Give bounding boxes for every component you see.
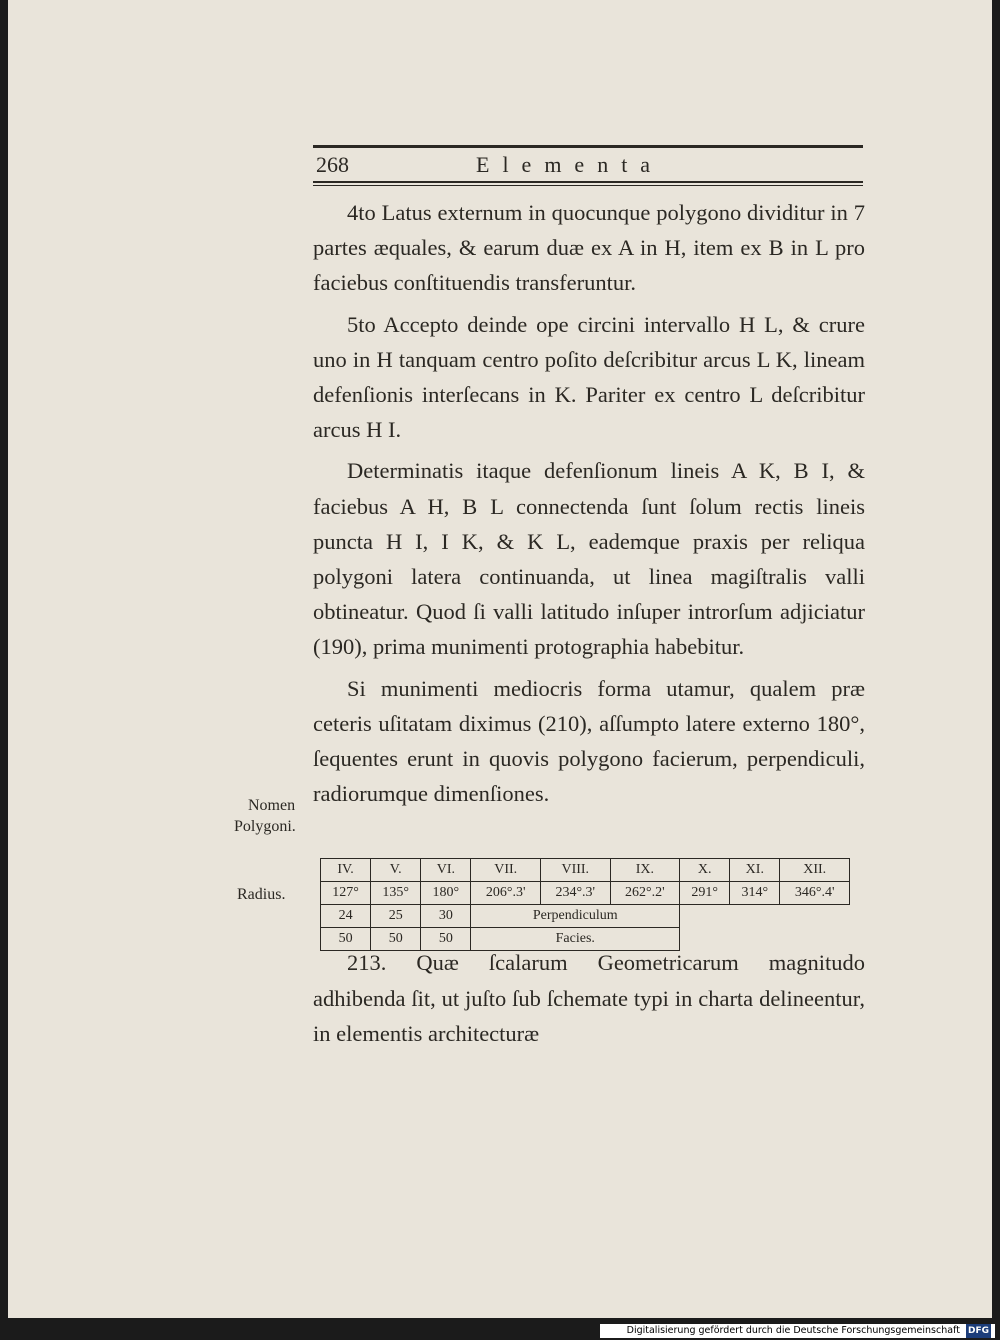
polygon-cell: IX. xyxy=(610,859,680,882)
perpendiculum-label: Perpendiculum xyxy=(471,905,680,928)
running-title: Elementa xyxy=(476,152,664,177)
radius-cell: 135° xyxy=(371,882,421,905)
paragraph-determinatis: Determinatis itaque defenſionum lineis A K, B I, & faciebus A H, B L connectenda ſunt ſolum rectis lineis puncta H I, I K, & K L, eademque praxis per reliqua polygoni latera continuanda, ut linea magiſtralis valli obtineatur. Quod ſi valli latitudo inſuper introrſum adjiciatur (190), prima munimenti protographia habebitur. xyxy=(313,458,865,660)
table-row-polygons xyxy=(321,859,850,882)
radius-cell: 127° xyxy=(321,882,371,905)
radius-cell: 346°.4' xyxy=(780,882,850,905)
radius-cell: 180° xyxy=(421,882,471,905)
polygon-cell: VI. xyxy=(421,859,471,882)
margin-note-nomen: Nomen xyxy=(248,797,296,814)
perpendiculum-cell: 30 xyxy=(421,905,471,928)
paragraph-si-munimenti: Si munimenti mediocris forma utamur, qualem præ ceteris uſitatam diximus (210), aſſumpto latere externo 180°, ſequentes erunt in quovis polygono facierum, perpendiculi, radiorumque dimenſiones. xyxy=(313,675,865,807)
dfg-logo: DFG xyxy=(967,1326,989,1336)
radius-cell: 206°.3' xyxy=(471,882,541,905)
radius-cell: 314° xyxy=(730,882,780,905)
polygon-cell: X. xyxy=(680,859,730,882)
polygon-cell: VII. xyxy=(471,859,541,882)
table-row-facies xyxy=(321,928,850,951)
margin-note-radius: Radius. xyxy=(237,886,286,903)
page-number: 268 xyxy=(316,152,349,177)
paragraph-213: 213. Quæ ſcalarum Geometricarum magnitudo adhibenda ſit, ut juſto ſub ſchemate typi in charta delineentur, in elementis architecturæ xyxy=(313,950,865,1046)
radius-cell: 234°.3' xyxy=(540,882,610,905)
paragraph-5to: 5to Accepto deinde ope circini intervallo H L, & crure uno in H tanquam centro poſito deſcribitur arcus L K, lineam defenſionis interſecans in K. Pariter ex centro L deſcribitur arcus H I. xyxy=(313,311,865,443)
facies-cell: 50 xyxy=(321,928,371,951)
facies-cell: 50 xyxy=(421,928,471,951)
table-row-perpendiculum xyxy=(321,905,850,928)
radius-cell: 291° xyxy=(680,882,730,905)
margin-note-polygoni: Polygoni. xyxy=(234,818,296,835)
header-rule-bottom xyxy=(313,181,863,183)
credit-text: Digitalisierung gefördert durch die Deutsche Forschungsgemeinschaft xyxy=(626,1325,960,1336)
table-row-radius xyxy=(321,882,850,905)
facies-cell: 50 xyxy=(371,928,421,951)
polygon-cell: XI. xyxy=(730,859,780,882)
facies-label: Facies. xyxy=(471,928,680,951)
polygon-cell: V. xyxy=(371,859,421,882)
polygon-cell: XII. xyxy=(780,859,850,882)
empty-cell xyxy=(680,928,850,951)
polygon-dimensions-table xyxy=(320,858,850,951)
perpendiculum-cell: 25 xyxy=(371,905,421,928)
digitization-credit xyxy=(600,1324,995,1338)
paragraph-4to: 4to Latus externum in quocunque polygono dividitur in 7 partes æquales, & earum duæ ex A in H, item ex B in L pro faciebus conſtituendis transferuntur. xyxy=(313,200,865,296)
perpendiculum-cell: 24 xyxy=(321,905,371,928)
empty-cell xyxy=(680,905,850,928)
polygon-cell: IV. xyxy=(321,859,371,882)
radius-cell: 262°.2' xyxy=(610,882,680,905)
header-rule-top xyxy=(313,145,863,148)
polygon-cell: VIII. xyxy=(540,859,610,882)
book-page xyxy=(8,0,992,1318)
header-rule-bottom-thin xyxy=(313,185,863,186)
